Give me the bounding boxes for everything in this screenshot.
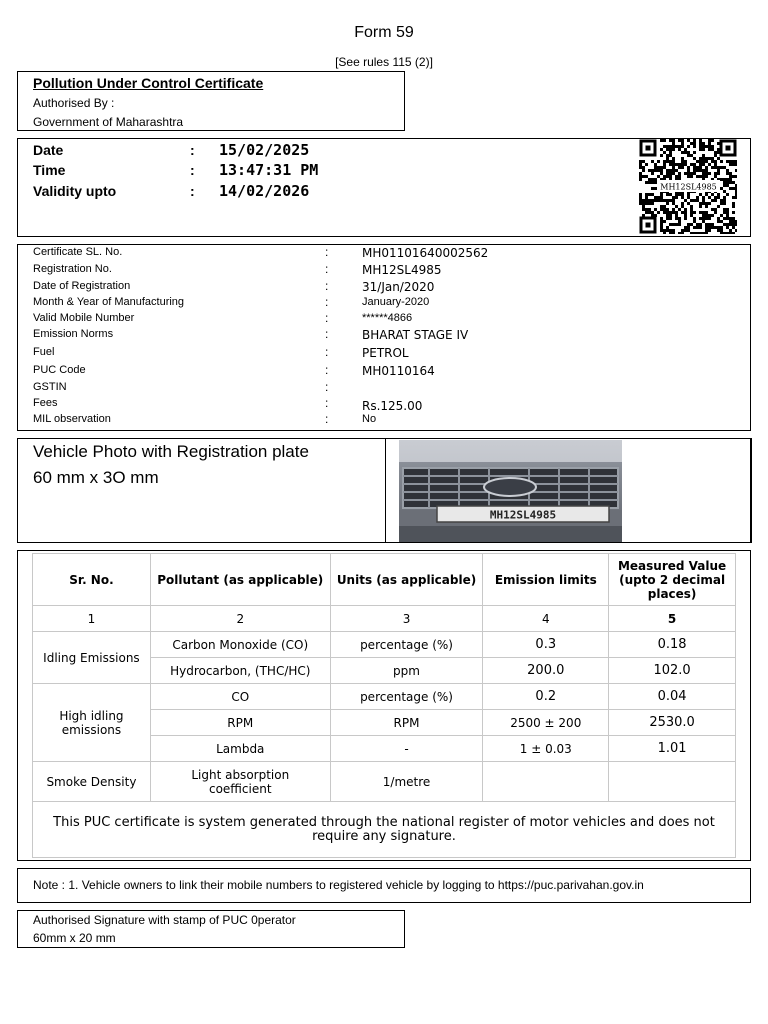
detail-colon: : [325, 295, 329, 309]
detail-colon: : [325, 279, 329, 293]
column-number: 2 [150, 606, 330, 632]
validity-value: 14/02/2026 [219, 182, 310, 200]
signature-size: 60mm x 20 mm [33, 931, 116, 945]
certificate-title-box [17, 71, 405, 131]
detail-colon: : [325, 396, 329, 410]
detail-colon: : [325, 327, 329, 341]
limit-cell: 200.0 [483, 658, 609, 684]
column-number: 3 [330, 606, 483, 632]
table-footer-row [33, 802, 736, 858]
detail-label: PUC Code [33, 364, 86, 376]
detail-value: ******4866 [362, 312, 413, 324]
limit-cell [483, 762, 609, 802]
detail-row [18, 328, 750, 344]
validity-row [33, 183, 633, 203]
detail-colon: : [325, 380, 329, 394]
detail-row [18, 397, 750, 413]
pollutant-cell: RPM [150, 710, 330, 736]
table-row [33, 762, 736, 802]
detail-colon: : [325, 262, 329, 276]
time-value: 13:47:31 PM [219, 161, 319, 179]
detail-row [18, 296, 750, 312]
detail-value: MH12SL4985 [362, 263, 442, 277]
detail-colon: : [325, 345, 329, 359]
detail-row [18, 381, 750, 397]
column-header: Units (as applicable) [330, 554, 483, 606]
mobile-link-note: Note : 1. Vehicle owners to link their mobile numbers to registered vehicle by logging to https://puc.parivahan.gov.in [33, 878, 644, 892]
pollutant-cell: CO [150, 684, 330, 710]
column-header: Pollutant (as applicable) [150, 554, 330, 606]
unit-cell: - [330, 736, 483, 762]
time-label: Time [33, 162, 66, 178]
detail-label: GSTIN [33, 381, 67, 393]
column-header: Sr. No. [33, 554, 151, 606]
unit-cell: percentage (%) [330, 632, 483, 658]
detail-label: Certificate SL. No. [33, 246, 123, 258]
detail-label: Month & Year of Manufacturing [33, 296, 185, 308]
limit-cell: 0.3 [483, 632, 609, 658]
limit-cell: 1 ± 0.03 [483, 736, 609, 762]
detail-label: Registration No. [33, 263, 112, 275]
date-colon: : [190, 142, 195, 158]
detail-colon: : [325, 245, 329, 259]
photo-frame [385, 438, 752, 543]
unit-cell: ppm [330, 658, 483, 684]
unit-cell: percentage (%) [330, 684, 483, 710]
column-number-row [33, 606, 736, 632]
detail-colon: : [325, 363, 329, 377]
detail-value: 31/Jan/2020 [362, 280, 435, 294]
detail-row [18, 364, 750, 380]
column-number: 4 [483, 606, 609, 632]
detail-row [18, 263, 750, 279]
rules-reference: [See rules 115 (2)] [335, 55, 433, 69]
unit-cell: RPM [330, 710, 483, 736]
system-generated-note: This PUC certificate is system generated through the national register of motor vehicles and does not require any signature. [33, 802, 736, 858]
photo-size: 60 mm x 3O mm [33, 468, 159, 487]
measured-cell: 2530.0 [609, 710, 736, 736]
authorised-by-label: Authorised By : [33, 96, 115, 110]
signature-label: Authorised Signature with stamp of PUC 0perator [33, 913, 296, 927]
validity-label: Validity upto [33, 183, 117, 199]
table-row [33, 632, 736, 658]
measured-cell: 0.18 [609, 632, 736, 658]
time-row [33, 162, 633, 182]
pollutant-cell: Hydrocarbon, (THC/HC) [150, 658, 330, 684]
detail-colon: : [325, 412, 329, 426]
vehicle-photo [399, 440, 622, 542]
detail-row [18, 280, 750, 296]
note-box [17, 868, 751, 903]
smoke-density-label: Smoke Density [33, 762, 151, 802]
detail-row [18, 346, 750, 362]
detail-row [18, 413, 750, 429]
form-title: Form 59 [354, 24, 414, 41]
detail-value: No [362, 413, 377, 425]
time-colon: : [190, 162, 195, 178]
idling-label: Idling Emissions [33, 632, 151, 684]
certificate-title: Pollution Under Control Certificate [33, 75, 264, 91]
detail-label: Date of Registration [33, 280, 131, 292]
detail-label: MIL observation [33, 413, 111, 425]
date-value: 15/02/2025 [219, 141, 310, 159]
column-header: Emission limits [483, 554, 609, 606]
detail-row [18, 246, 750, 262]
date-label: Date [33, 142, 64, 158]
detail-colon: : [325, 311, 329, 325]
measured-cell [609, 762, 736, 802]
detail-value: BHARAT STAGE IV [362, 328, 469, 342]
detail-value: MH0110164 [362, 364, 435, 378]
table-header-row [33, 554, 736, 606]
unit-cell: 1/metre [330, 762, 483, 802]
qr-code [639, 139, 737, 234]
plate-text: MH12SL4985 [489, 508, 557, 522]
high-idling-label: High idling emissions [33, 684, 151, 762]
measured-cell: 102.0 [609, 658, 736, 684]
photo-caption: Vehicle Photo with Registration plate [33, 442, 309, 461]
pollutant-cell: Light absorption coefficient [150, 762, 330, 802]
detail-value: Rs.125.00 [362, 399, 423, 413]
limit-cell: 0.2 [483, 684, 609, 710]
detail-value: PETROL [362, 346, 409, 360]
emissions-table-box [17, 550, 751, 861]
detail-value: MH01101640002562 [362, 246, 489, 260]
vehicle-photo-box [17, 438, 751, 543]
limit-cell: 2500 ± 200 [483, 710, 609, 736]
column-header: Measured Value (upto 2 decimal places) [609, 554, 736, 606]
detail-label: Emission Norms [33, 328, 114, 340]
signature-box [17, 910, 405, 948]
column-number: 1 [33, 606, 151, 632]
detail-value: January-2020 [362, 296, 430, 308]
qr-label: MH12SL4985 [660, 182, 717, 192]
date-time-box [17, 138, 751, 237]
measured-cell: 1.01 [609, 736, 736, 762]
authority-name: Government of Maharashtra [33, 115, 184, 129]
table-row [33, 684, 736, 710]
validity-colon: : [190, 183, 195, 199]
vehicle-details-box [17, 244, 751, 431]
pollutant-cell: Carbon Monoxide (CO) [150, 632, 330, 658]
column-number: 5 [609, 606, 736, 632]
pollutant-cell: Lambda [150, 736, 330, 762]
detail-label: Fees [33, 397, 58, 409]
detail-row [18, 312, 750, 328]
emissions-table [32, 553, 736, 858]
date-row [33, 142, 633, 162]
detail-label: Valid Mobile Number [33, 312, 135, 324]
detail-label: Fuel [33, 346, 55, 358]
measured-cell: 0.04 [609, 684, 736, 710]
